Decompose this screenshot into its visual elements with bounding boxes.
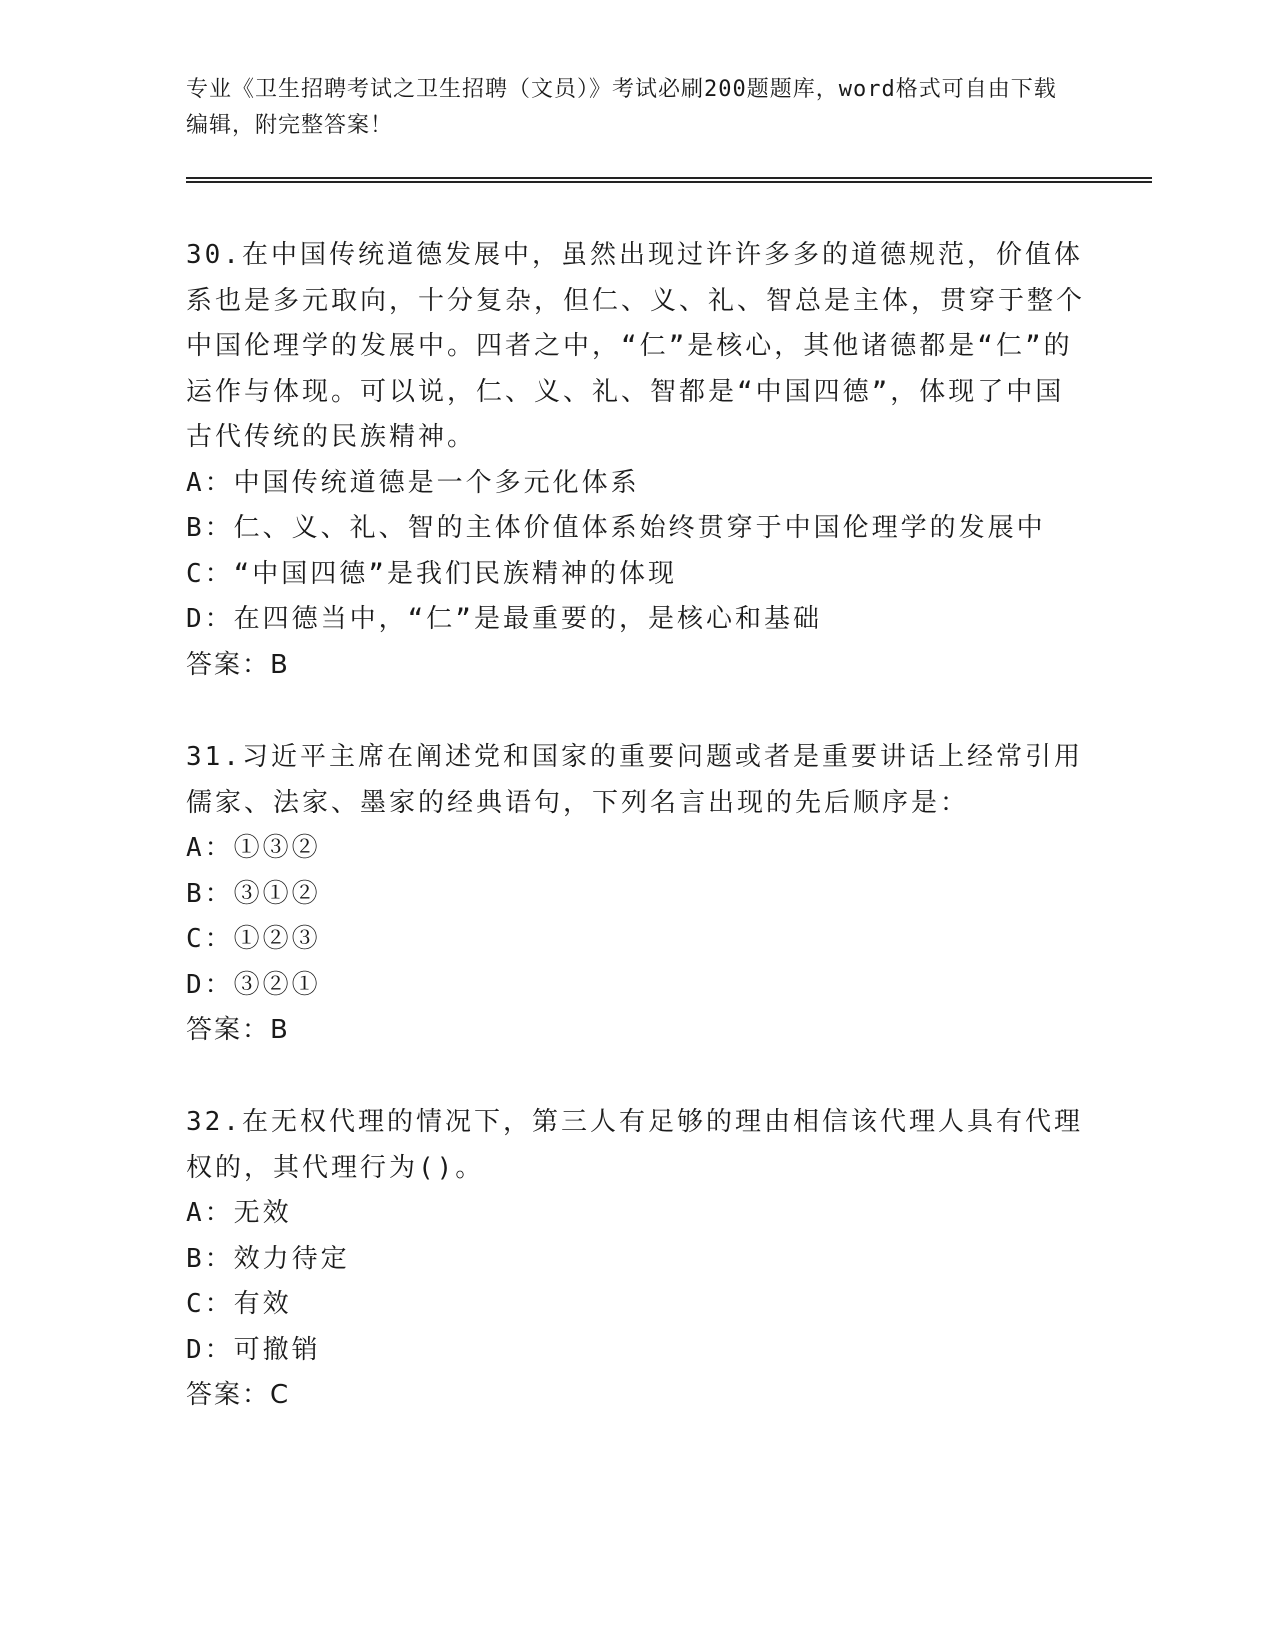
option-b: B：效力待定 — [186, 1243, 350, 1274]
answer: 答案：B — [186, 649, 290, 680]
option-a: A：中国传统道德是一个多元化体系 — [186, 467, 640, 498]
question-30 — [186, 233, 1086, 688]
option-d: D：③②① — [186, 969, 321, 1000]
header-divider-top — [186, 177, 1152, 179]
question-31 — [186, 735, 1086, 1054]
question-32 — [186, 1100, 1086, 1419]
option-d: D：可撤销 — [186, 1334, 321, 1365]
option-c: C：①②③ — [186, 924, 321, 954]
answer: 答案：C — [186, 1380, 291, 1410]
question-stem: 31.习近平主席在阐述党和国家的重要问题或者是重要讲话上经常引用儒家、法家、墨家的经典语句，下列名言出现的先后顺序是： — [186, 742, 1083, 818]
option-b: B：③①② — [186, 878, 321, 909]
option-a: A：无效 — [186, 1198, 292, 1228]
question-stem: 32.在无权代理的情况下，第三人有足够的理由相信该代理人具有代理权的，其代理行为()。 — [186, 1107, 1083, 1183]
option-d: D：在四德当中，“仁”是最重要的，是核心和基础 — [186, 604, 822, 634]
question-stem: 30.在中国传统道德发展中，虽然出现过许许多多的道德规范，价值体系也是多元取向，十分复杂，但仁、义、礼、智总是主体，贯穿于整个中国伦理学的发展中。四者之中，“仁”是核心，其他诸德都是“仁”的运作与体现。可以说，仁、义、礼、智都是“中国四德”，体现了中国古代传统的民族精神。 — [186, 240, 1086, 452]
option-c: C：“中国四德”是我们民族精神的体现 — [186, 558, 677, 589]
option-b: B：仁、义、礼、智的主体价值体系始终贯穿于中国伦理学的发展中 — [186, 513, 1046, 543]
document-header: 专业《卫生招聘考试之卫生招聘（文员）》考试必刷200题题库，word格式可自由下载编辑，附完整答案！ — [186, 77, 1057, 138]
answer: 答案：B — [186, 1015, 290, 1045]
option-c: C：有效 — [186, 1289, 292, 1319]
option-a: A：①③② — [186, 833, 321, 863]
header-divider-bottom — [186, 181, 1152, 183]
